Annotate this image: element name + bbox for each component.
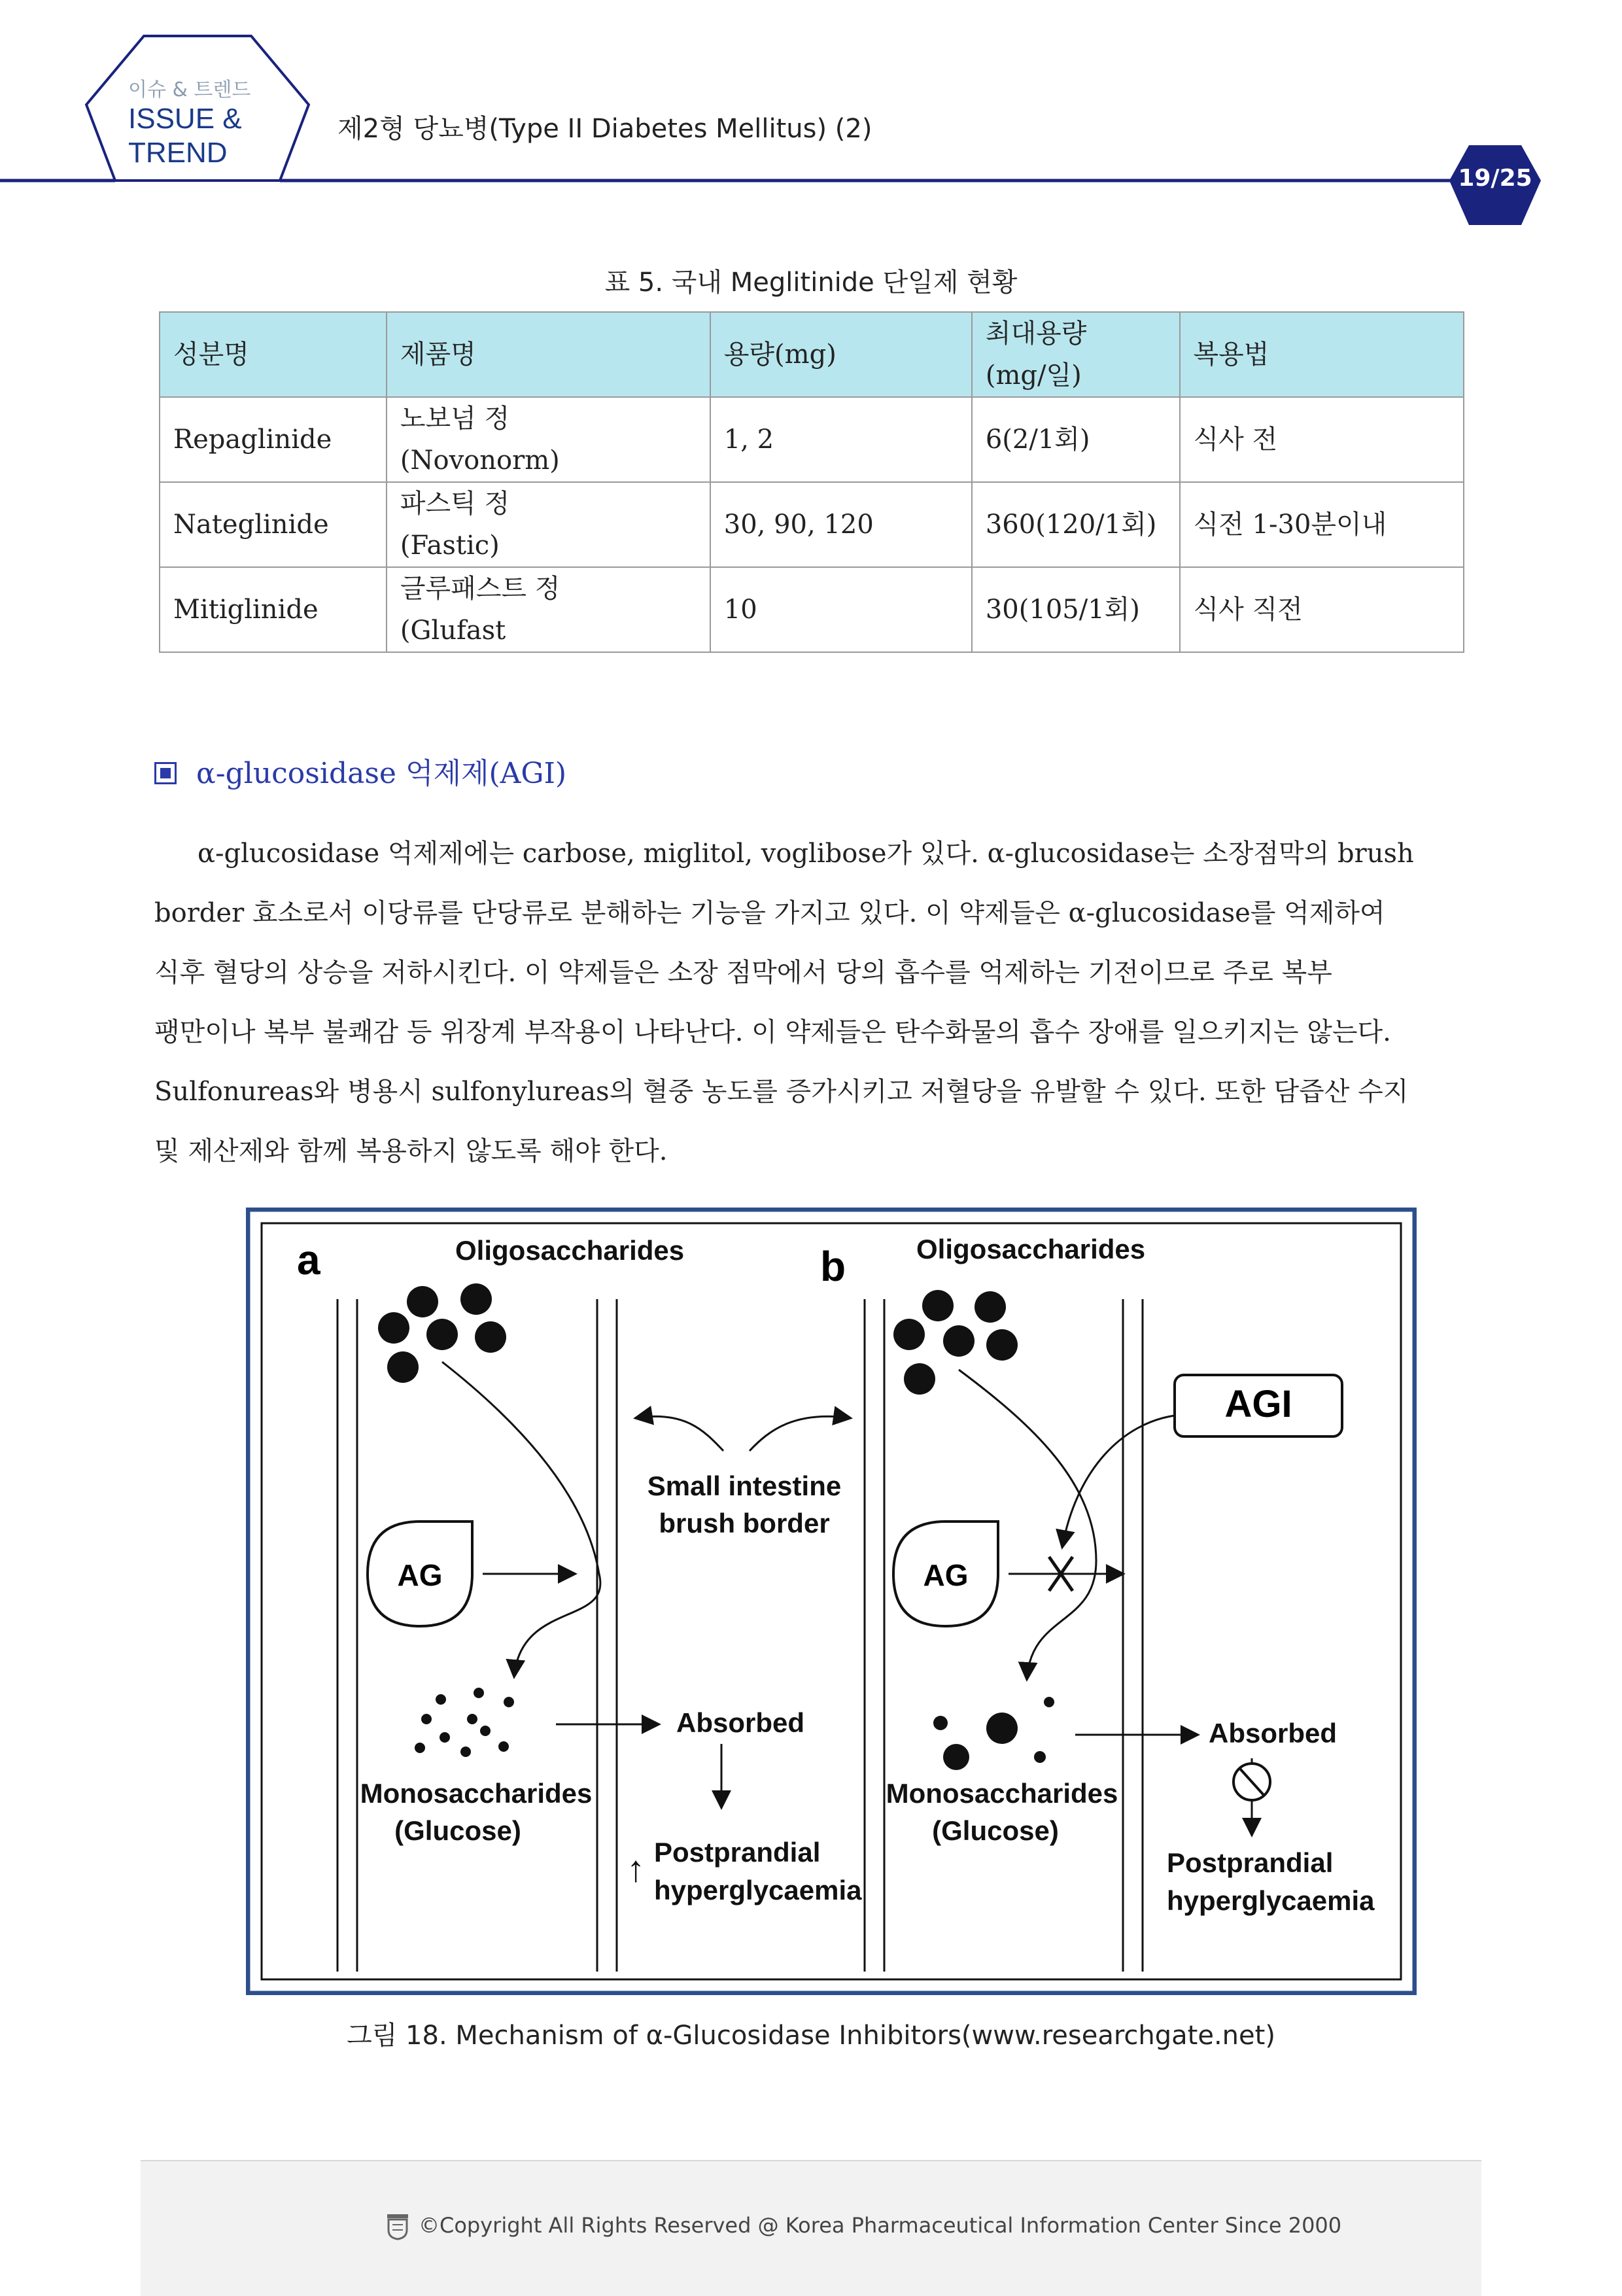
panel-a-label: a — [297, 1236, 320, 1283]
agi-label: AGI — [1224, 1383, 1292, 1425]
cell-max: 6(2/1회) — [972, 397, 1180, 482]
badge-trend: TREND — [128, 137, 228, 169]
table-header-row — [160, 312, 1464, 397]
cell-ingredient: Nateglinide — [160, 482, 387, 567]
meglitinide-table — [159, 311, 1464, 653]
pp-label-b-2: hyperglycaemia — [1167, 1885, 1375, 1916]
cell-max: 360(120/1회) — [972, 482, 1180, 567]
table-row — [160, 482, 1464, 567]
cell-dose: 10 — [710, 567, 972, 652]
panel-b-label: b — [820, 1243, 846, 1290]
para-line: 팽만이나 복부 불쾌감 등 위장계 부작용이 나타난다. 이 약제들은 탄수화물의 흡수 장애를 일으키지는 않는다. — [154, 1017, 1391, 1047]
mono-label-a: Monosaccharides — [360, 1778, 593, 1809]
para-line: 식후 혈당의 상승을 저하시킨다. 이 약제들은 소장 점막에서 당의 흡수를 억제하는 기전이므로 주로 복부 — [154, 958, 1332, 988]
para-line: 및 제산제와 함께 복용하지 않도록 해야 한다. — [154, 1136, 668, 1166]
product-en: (Glufast — [400, 616, 506, 646]
product-ko: 글루패스트 정 — [400, 574, 561, 604]
ag-label-a: AG — [397, 1558, 443, 1592]
copyright-text: ©Copyright All Rights Reserved @ Korea Pharmaceutical Information Center Since 2000 — [419, 2213, 1342, 2238]
table-caption: 표 5. 국내 Meglitinide 단일제 현황 — [604, 268, 1018, 298]
oligo-label-a: Oligosaccharides — [455, 1235, 685, 1266]
cell-dose: 30, 90, 120 — [710, 482, 972, 567]
product-ko: 파스틱 정 — [400, 489, 510, 519]
cell-product — [387, 567, 710, 652]
ag-label-b: AG — [923, 1558, 969, 1592]
header-title: 제2형 당뇨병(Type II Diabetes Mellitus) (2) — [337, 114, 872, 144]
cell-product — [387, 482, 710, 567]
body-paragraph — [154, 824, 1468, 1181]
glucose-label-b: (Glucose) — [932, 1815, 1059, 1846]
cell-ingredient: Mitiglinide — [160, 567, 387, 652]
badge-issue: ISSUE & — [128, 103, 242, 135]
square-bullet-icon — [154, 762, 177, 784]
product-ko: 노보넘 정 — [400, 404, 510, 434]
no-absorption-icon — [1234, 1764, 1270, 1800]
col-product: 제품명 — [387, 312, 710, 397]
table-row — [160, 397, 1464, 482]
pp-label-a-2: hyperglycaemia — [654, 1875, 862, 1905]
product-en: (Novonorm) — [400, 445, 560, 476]
agi-mechanism-figure — [246, 1208, 1417, 1995]
table-row — [160, 567, 1464, 652]
col-max-dose-line1: 최대용량 — [985, 319, 1087, 349]
glucose-label-a: (Glucose) — [394, 1815, 521, 1846]
page-header — [0, 0, 1622, 190]
mono-label-b: Monosaccharides — [886, 1778, 1118, 1809]
cell-method: 식사 전 — [1180, 397, 1464, 482]
cell-method: 식전 1-30분이내 — [1180, 482, 1464, 567]
figure-caption: 그림 18. Mechanism of α-Glucosidase Inhibitors(www.researchgate.net) — [347, 2021, 1275, 2051]
col-ingredient: 성분명 — [160, 312, 387, 397]
cell-method: 식사 직전 — [1180, 567, 1464, 652]
section-heading — [154, 750, 566, 791]
absorbed-label-b: Absorbed — [1209, 1718, 1337, 1748]
col-dose: 용량(mg) — [710, 312, 972, 397]
product-en: (Fastic) — [400, 531, 500, 561]
oligo-label-b: Oligosaccharides — [916, 1234, 1146, 1264]
absorbed-label-a: Absorbed — [676, 1707, 805, 1738]
page-number: 19/25 — [1458, 165, 1532, 192]
pp-label-a-1: Postprandial — [654, 1837, 821, 1868]
cell-dose: 1, 2 — [710, 397, 972, 482]
up-arrow-icon: ↑ — [627, 1848, 645, 1889]
col-max-dose-line2: (mg/일) — [985, 360, 1082, 391]
cell-product — [387, 397, 710, 482]
section-heading-text: α-glucosidase 억제제(AGI) — [196, 757, 567, 790]
para-line: Sulfonureas와 병용시 sulfonylureas의 혈중 농도를 증가시키고 저혈당을 유발할 수 있다. 또한 담즙산 수지 — [154, 1077, 1409, 1107]
pp-label-b-1: Postprandial — [1167, 1847, 1334, 1878]
brush-label-1: Small intestine — [647, 1470, 842, 1501]
para-line: border 효소로서 이당류를 단당류로 분해하는 기능을 가지고 있다. 이 약제들은 α-glucosidase를 억제하여 — [154, 898, 1385, 928]
col-max-dose — [972, 312, 1180, 397]
brush-label-2: brush border — [659, 1508, 830, 1539]
para-line: α-glucosidase 억제제에는 carbose, miglitol, voglibose가 있다. α-glucosidase는 소장점막의 brush — [198, 839, 1414, 869]
cell-max: 30(105/1회) — [972, 567, 1180, 652]
col-method: 복용법 — [1180, 312, 1464, 397]
cell-ingredient: Repaglinide — [160, 397, 387, 482]
badge-korean: 이슈 & 트렌드 — [128, 78, 251, 101]
kpic-logo-icon — [385, 2213, 411, 2240]
